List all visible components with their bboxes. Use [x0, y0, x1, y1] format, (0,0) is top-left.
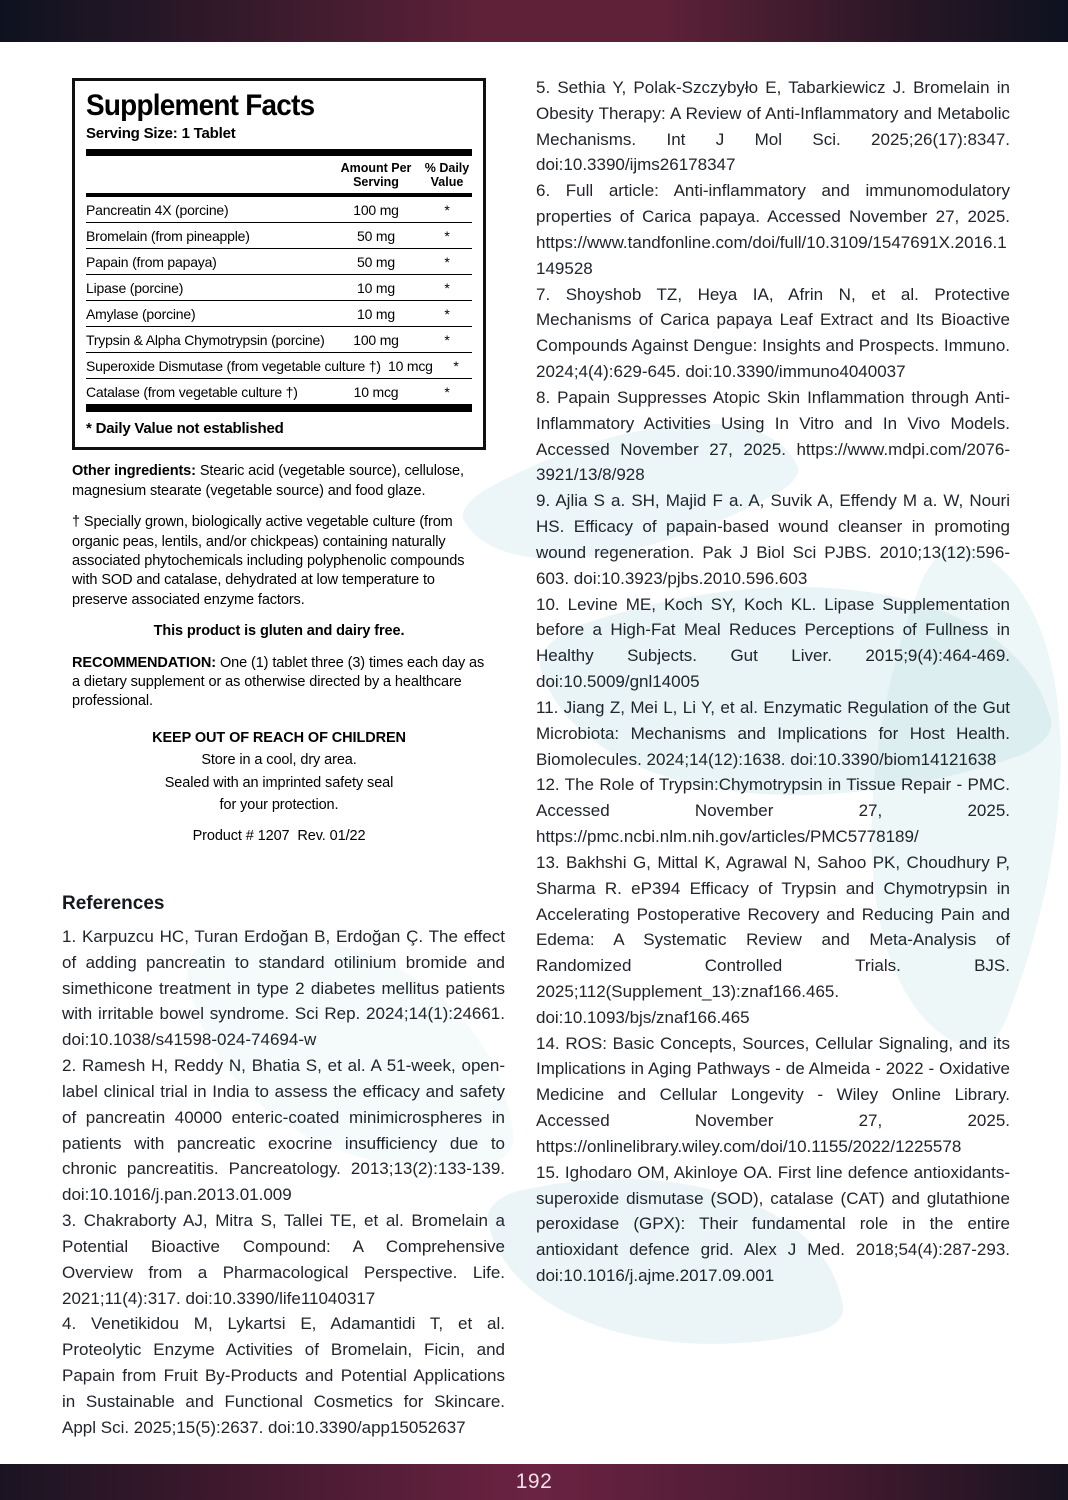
product-number: Product # 1207 Rev. 01/22 [192, 827, 366, 844]
label-notes [72, 462, 486, 846]
supplement-label [72, 78, 486, 846]
ingredient-daily-value: * [444, 332, 450, 349]
divider-thick [86, 405, 472, 412]
safety-seal-note: Sealed with an imprinted safety seal [164, 774, 394, 791]
reference-item: 11. Jiang Z, Mei L, Li Y, et al. Enzymatic Regulation of the Gut Microbiota: Mechanisms and Implications for Host Health. Biomolecules. 2024;14(12):1638. doi:10.3390/biom14121638 [536, 697, 1010, 769]
ingredient-amount: 100 mg [353, 332, 399, 349]
reference-item: 12. The Role of Trypsin:Chymotrypsin in Tissue Repair - PMC. Accessed November 27, 2025. https://pmc.ncbi.nlm.nih.gov/articles/PMC5778189/ [536, 775, 1010, 847]
ingredient-daily-value: * [444, 254, 450, 271]
reference-item: 2. Ramesh H, Reddy N, Bhatia S, et al. A 51-week, open-label clinical trial in India to assess the efficacy and safety of pancreatin 40000 enteric-coated minimicrospheres in patients with pancreatic exocrine insufficiency due to chronic pancreatitis. Pancreatology. 2013;13(2):133-139. doi:10.1016/j.pan.2013.01.009 [62, 1056, 505, 1205]
ingredient-amount: 10 mcg [353, 384, 399, 401]
supplement-facts-panel [72, 78, 486, 450]
safety-seal-note: for your protection. [219, 797, 339, 814]
reference-item: 10. Levine ME, Koch SY, Koch KL. Lipase Supplementation before a High-Fat Meal Reduces Perceptions of Fullness in Healthy Subjects. Gut Liver. 2015;9(4):464-469. doi:10.5009/gnl14005 [536, 594, 1010, 692]
ingredient-row [86, 327, 472, 353]
ingredient-name: Lipase (porcine) [86, 280, 184, 297]
reference-item: 3. Chakraborty AJ, Mitra S, Tallei TE, et al. Bromelain a Potential Bioactive Compound: A Comprehensive Overview from a Pharmacological Perspective. Life. 2021;11(4):317. doi:10.3390/life11040317 [62, 1211, 505, 1308]
supplement-facts-title: Supplement Facts [86, 89, 315, 122]
ingredient-amount: 50 mg [357, 254, 395, 271]
divider-thick [86, 149, 472, 156]
ingredient-name: Superoxide Dismutase (from vegetable culture †) [86, 358, 381, 375]
reference-item: 7. Shoyshob TZ, Heya IA, Afrin N, et al. Protective Mechanisms of Carica papaya Leaf Extract and Its Bioactive Compounds Against Dengue: Insights and Prospects. Immuno. 2024;4(4):629-645. doi:10.3390/immuno4040037 [536, 284, 1010, 382]
ingredient-amount: 10 mg [357, 280, 395, 297]
ingredient-row [86, 249, 472, 275]
column-header-amount: Amount Per Serving [340, 160, 412, 189]
reference-item: 4. Venetikidou M, Lykartsi E, Adamantidi T, et al. Proteolytic Enzyme Activities of Bromelain, Ficin, and Papain from Fruit By-Products and Potential Applications in Sustainable and Functional Cosmetics for Skincare. Appl Sci. 2025;15(5):2637. doi:10.3390/app15052637 [62, 1314, 505, 1437]
ingredient-name: Bromelain (from pineapple) [86, 228, 250, 245]
daily-value-footnote: * Daily Value not established [86, 420, 284, 438]
ingredient-row [86, 379, 472, 405]
reference-item: 8. Papain Suppresses Atopic Skin Inflammation through Anti-Inflammatory Activities Using In Vitro and In Vivo Models. Accessed November 27, 2025. https://www.mdpi.com/2076-3921/13/8/928 [536, 387, 1010, 485]
ingredient-name: Trypsin & Alpha Chymotrypsin (porcine) [86, 332, 325, 349]
page-number: 192 [515, 1470, 553, 1493]
ingredient-daily-value: * [444, 384, 450, 401]
recommendation: RECOMMENDATION: One (1) tablet three (3) times each day as a dietary supplement or as otherwise directed by a healthcare professional. [72, 654, 485, 710]
ingredient-amount: 50 mg [357, 228, 395, 245]
ingredient-row [86, 301, 472, 327]
reference-item: 1. Karpuzcu HC, Turan Erdoğan B, Erdoğan Ç. The effect of adding pancreatin to standard otilinium bromide and simethicone treatment in type 2 diabetes mellitus patients with irritable bowel syndrome. Sci Rep. 2024;14(1):24661. doi:10.1038/s41598-024-74694-w [62, 927, 505, 1050]
dagger-note: † Specially grown, biologically active vegetable culture (from organic peas, lentils, and/or chickpeas) containing naturally associated phytochemicals including polyphenolic compounds with SOD and catalase, dehydrated at low temperature to preserve associated enzyme factors. [72, 514, 465, 608]
gluten-dairy-free-note: This product is gluten and dairy free. [153, 623, 405, 640]
recommendation-lead: RECOMMENDATION: [72, 654, 220, 671]
reference-item: 14. ROS: Basic Concepts, Sources, Cellular Signaling, and its Implications in Aging Pathways - de Almeida - 2022 - Oxidative Medicine and Cellular Longevity - Wiley Online Library. Accessed November 27, 2025. https://onlinelibrary.wiley.com/doi/10.1155/2022/1225578 [536, 1033, 1010, 1156]
references-heading: References [62, 893, 165, 914]
storage-note: Store in a cool, dry area. [201, 752, 357, 769]
ingredient-daily-value: * [444, 228, 450, 245]
footer-bar [0, 1464, 1068, 1500]
other-ingredients: Other ingredients: Stearic acid (vegetable source), cellulose, magnesium stearate (vegetable source) and food glaze. [72, 463, 464, 499]
keep-out-warning: KEEP OUT OF REACH OF CHILDREN [152, 729, 406, 746]
column-header-daily-value: % Daily Value [424, 160, 470, 189]
ingredient-row [86, 353, 472, 379]
serving-size: Serving Size: 1 Tablet [86, 124, 236, 142]
ingredient-daily-value: * [444, 306, 450, 323]
ingredient-row [86, 197, 472, 223]
ingredient-daily-value: * [444, 202, 450, 219]
other-ingredients-lead: Other ingredients: [72, 463, 200, 480]
top-border-bar [0, 0, 1068, 42]
page-content [0, 42, 1068, 1464]
reference-item: 5. Sethia Y, Polak-Szczybyło E, Tabarkiewicz J. Bromelain in Obesity Therapy: A Review of Anti-Inflammatory and Metabolic Mechanisms. Int J Mol Sci. 2025;26(17):8347. doi:10.3390/ijms26178347 [536, 78, 1010, 175]
reference-item: 6. Full article: Anti-inflammatory and immunomodulatory properties of Carica papaya. Accessed November 27, 2025. https://www.tandfonline.com/doi/full/10.3109/1547691X.2016.1149528 [536, 181, 1010, 278]
ingredient-row [86, 223, 472, 249]
ingredient-amount: 100 mg [353, 202, 399, 219]
ingredient-name: Amylase (porcine) [86, 306, 196, 323]
reference-item: 13. Bakhshi G, Mittal K, Agrawal N, Sahoo PK, Choudhury P, Sharma R. eP394 Efficacy of Trypsin and Chymotrypsin in Accelerating Postoperative Recovery and Reducing Pain and Edema: A Systematic Review and Meta-Analysis of Randomized Controlled Trials. BJS. 2025;112(Supplement_13):znaf166.465. doi:10.1093/bjs/znaf166.465 [536, 852, 1010, 1027]
ingredient-amount: 10 mg [357, 306, 395, 323]
left-column [62, 72, 505, 1464]
ingredient-name: Papain (from papaya) [86, 254, 217, 271]
ingredient-daily-value: * [453, 358, 459, 375]
reference-item: 9. Ajlia S a. SH, Majid F a. A, Suvik A, Effendy M a. W, Nouri HS. Efficacy of papain-based wound cleanser in promoting wound regeneration. Pak J Biol Sci PJBS. 2010;13(12):596-603. doi:10.3923/pjbs.2010.596.603 [536, 491, 1010, 588]
facts-table-header [86, 156, 472, 194]
ingredient-daily-value: * [444, 280, 450, 297]
ingredient-amount: 10 mcg [388, 358, 433, 375]
reference-item: 15. Ighodaro OM, Akinloye OA. First line defence antioxidants-superoxide dismutase (SOD), catalase (CAT) and glutathione peroxidase (GPX): Their fundamental role in the entire antioxidant defence grid. Alex J Med. 2018;54(4):287-293. doi:10.1016/j.ajme.2017.09.001 [536, 1162, 1010, 1286]
ingredient-name: Pancreatin 4X (porcine) [86, 202, 229, 219]
ingredient-row [86, 275, 472, 301]
right-column [536, 72, 1010, 1464]
ingredient-name: Catalase (from vegetable culture †) [86, 384, 298, 401]
